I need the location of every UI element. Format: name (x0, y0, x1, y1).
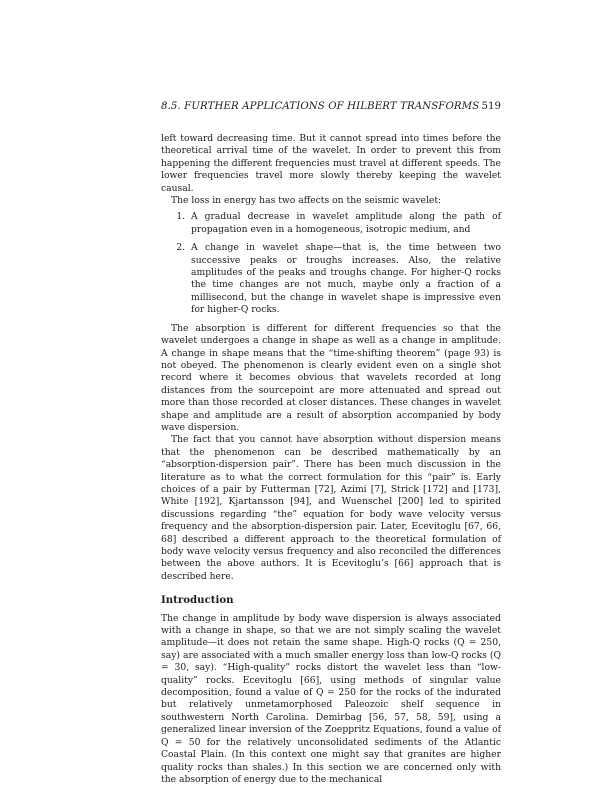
paragraph: The change in amplitude by body wave dispersion is always associated with a change in shape, so that we are not simply scaling the wavelet amplitude—it does not retain the same shape. High-Q rocks (Q = 250, say) are associated with a much smaller energy loss than low-Q rocks (Q = 30, say). “High-quality” rocks distort the wavelet less than “low-quality” rocks. Ecevitoglu [66], using methods of singular value decomposition, found a value of Q = 250 for the rocks of the indurated but relatively unmetamorphosed Paleozoic shelf sequence in southwestern North Carolina. Demirbag [56, 57, 58, 59], using a generalized linear inversion of the Zoeppritz Equations, found a value of Q = 50 for the relatively unconsolidated sediments of the Atlantic Coastal Plain. (In this context one might say that granites are higher quality rocks than shales.) In this section we are concerned only with the absorption of energy due to the mechanical (161, 612, 501, 785)
paragraph: The fact that you cannot have absorption without dispersion means that the phenomenon can be described mathematically by an “absorption-dispersion pair”. There has been much discussion in the literature as to what the correct formulation for this “pair” is. Early choices of a pair by Futterman [72], Azimi [7], Strick [172] and [173], White [192], Kjartansson [94], and Wuenschel [200] led to spirited discussions regarding “the” equation for body wave velocity versus frequency and the absorption-dispersion pair. Later, Ecevitoglu [67, 66, 68] described a different approach to the theoretical formulation of body wave velocity versus frequency and also reconciled the differences between the above authors. It is Ecevitoglu’s [66] approach that is described here. (161, 434, 501, 582)
section-heading: Introduction (161, 594, 234, 607)
page-number: 519 (481, 101, 501, 112)
paragraph: The absorption is different for different frequencies so that the wavelet undergoes a change in shape as well as a change in amplitude. A change in shape means that the “time-shifting theorem” (page 93) is not obeyed. The phenomenon is clearly evident even on a single shot record where it becomes obvious that wavelets recorded at long distances from the sourcepoint are more attenuated and spread out more than those recorded at closer distances. These changes in wavelet shape and amplitude are a result of absorption accompanied by body wave dispersion. (161, 322, 501, 433)
effects-list (161, 211, 501, 316)
list-item: 2. A change in wavelet shape—that is, the time between two successive peaks or troughs increases. Also, the relative amplitudes of the peaks and troughs change. For higher-Q rocks the time changes are not much, maybe only a fraction of a millisecond, but the change in wavelet shape is impressive even for higher-Q rocks. (188, 242, 501, 316)
paragraph: The loss in energy has two affects on the seismic wavelet: (171, 195, 442, 207)
section-title: 8.5. FURTHER APPLICATIONS OF HILBERT TRANSFORMS (161, 101, 480, 112)
paragraph: left toward decreasing time. But it cannot spread into times before the theoretical arrival time of the wavelet. In order to prevent this from happening the different frequencies must travel at different speeds. The lower frequencies travel more slowly thereby keeping the wavelet causal. (161, 133, 501, 194)
body-text (161, 133, 501, 786)
list-item: 1. A gradual decrease in wavelet amplitude along the path of propagation even in a homogeneous, isotropic medium, and (188, 211, 501, 236)
running-header (161, 101, 501, 112)
